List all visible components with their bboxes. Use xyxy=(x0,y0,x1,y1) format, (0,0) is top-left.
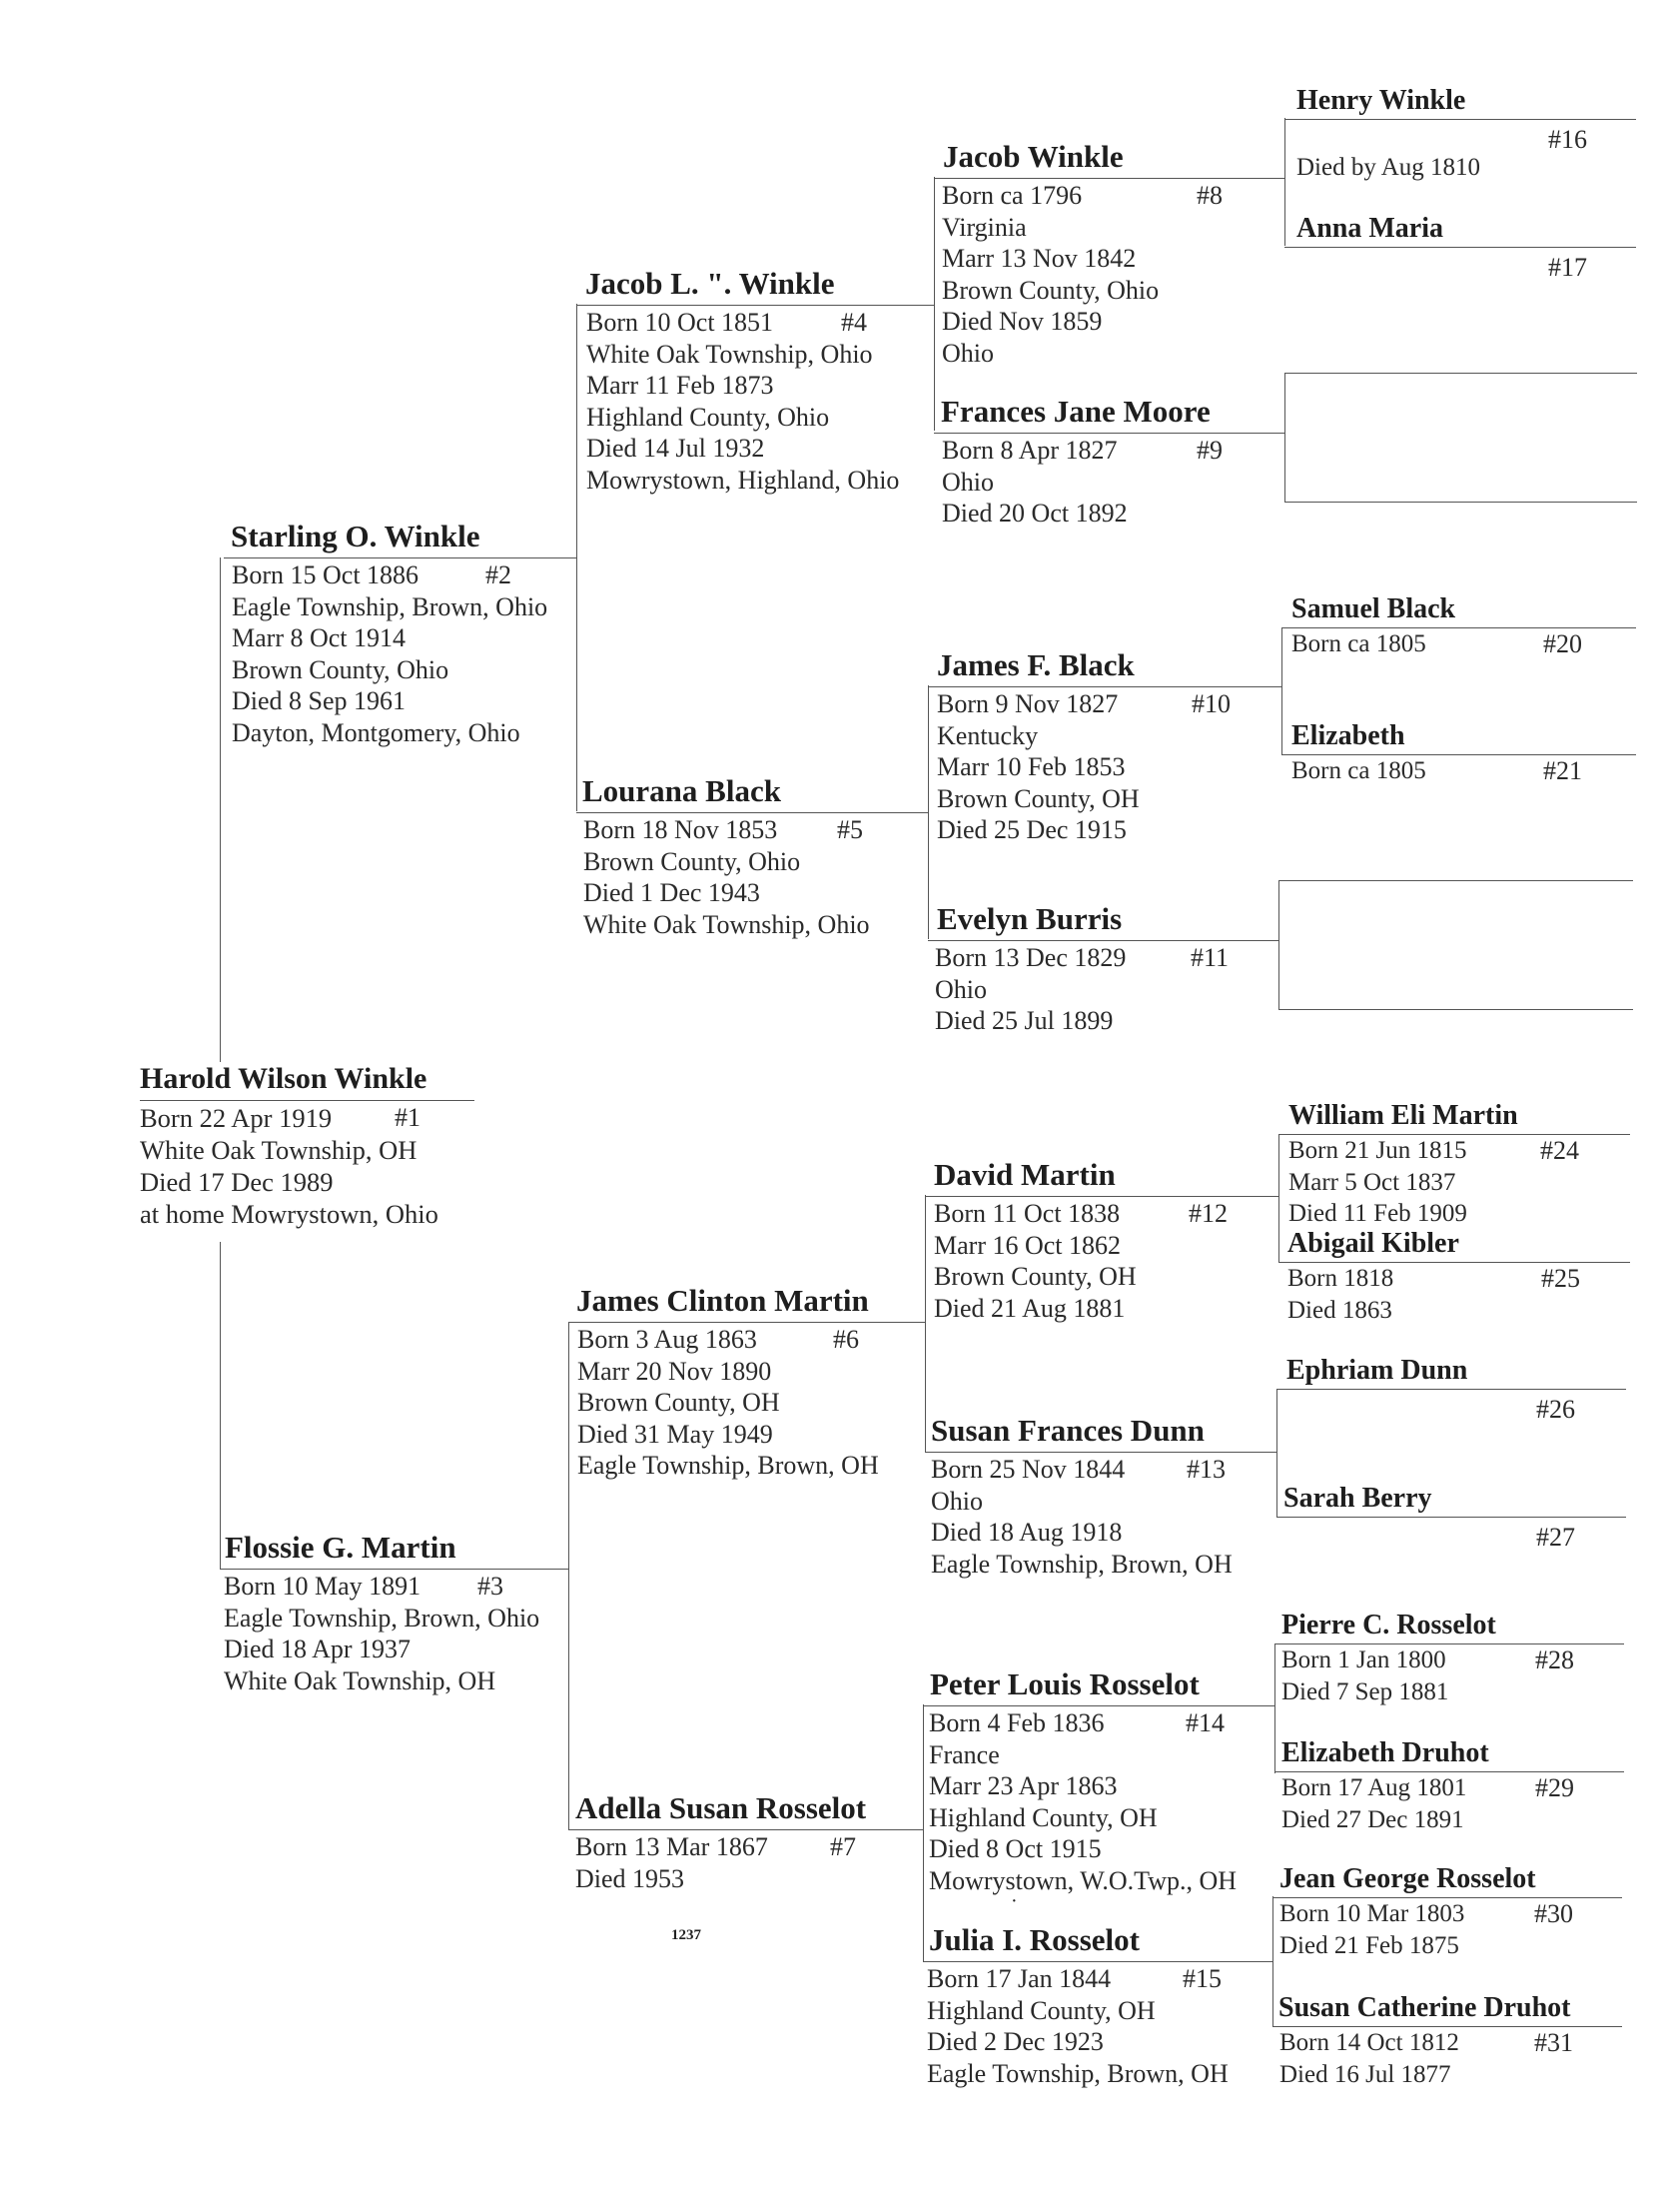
detail-line: Died 27 Dec 1891 xyxy=(1281,1805,1464,1833)
person-name: Susan Catherine Druhot xyxy=(1278,1992,1571,2023)
ahnentafel-number: #8 xyxy=(1197,181,1223,210)
detail-line: Died 21 Aug 1881 xyxy=(934,1293,1126,1323)
person-name: Elizabeth xyxy=(1291,720,1405,751)
name-rule xyxy=(934,433,1284,434)
ahnentafel-number: #17 xyxy=(1548,253,1587,282)
name-rule xyxy=(224,557,576,558)
detail-line: Born 15 Oct 1886 xyxy=(232,560,420,589)
detail-line: Marr 23 Apr 1863 xyxy=(929,1771,1118,1800)
detail-line: Born 17 Jan 1844 xyxy=(927,1964,1112,1993)
person-details xyxy=(1281,1772,1466,1835)
detail-line: Born 13 Dec 1829 xyxy=(935,943,1127,972)
ahnentafel-number: #21 xyxy=(1543,756,1582,785)
detail-line: Eagle Township, Brown, OH xyxy=(931,1549,1233,1579)
connector-line xyxy=(1278,1134,1279,1262)
connector-line xyxy=(576,304,577,811)
page-number: 1237 xyxy=(671,1927,701,1943)
person-name: William Eli Martin xyxy=(1288,1100,1518,1131)
person-name: Flossie G. Martin xyxy=(225,1530,456,1565)
person-name: James Clinton Martin xyxy=(576,1283,869,1318)
person-details xyxy=(1291,628,1426,660)
detail-line: Brown County, OH xyxy=(937,783,1140,813)
detail-line: Died 11 Feb 1909 xyxy=(1288,1200,1467,1227)
detail-line: Brown County, OH xyxy=(577,1388,780,1417)
detail-line: Kentucky xyxy=(937,720,1039,750)
detail-line: Eagle Township, Brown, Ohio xyxy=(232,591,548,621)
person-details xyxy=(1291,755,1426,787)
ahnentafel-number: #24 xyxy=(1540,1136,1579,1165)
person-details xyxy=(937,688,1140,846)
name-rule xyxy=(1276,1517,1626,1518)
person-details xyxy=(942,435,1128,530)
detail-line: Died 14 Jul 1932 xyxy=(586,434,765,463)
detail-line: Marr 16 Oct 1862 xyxy=(934,1230,1122,1260)
detail-line: Eagle Township, Brown, OH xyxy=(577,1451,879,1480)
name-rule xyxy=(140,1100,474,1101)
name-rule xyxy=(934,178,1284,179)
ahnentafel-number: #2 xyxy=(485,560,511,589)
name-rule xyxy=(928,940,1278,941)
person-name: Pierre C. Rosselot xyxy=(1281,1610,1496,1640)
detail-line: Died 1953 xyxy=(575,1863,685,1893)
detail-line: Born 10 Oct 1851 xyxy=(586,308,774,337)
detail-line: Mowrystown, Highland, Ohio xyxy=(586,465,900,495)
person-name: Adella Susan Rosselot xyxy=(575,1790,867,1825)
connector-line xyxy=(925,1195,926,1452)
person-name: Samuel Black xyxy=(1291,593,1456,624)
person-name: Jean George Rosselot xyxy=(1279,1863,1536,1894)
detail-line: Born 8 Apr 1827 xyxy=(942,436,1118,465)
person-name: Jacob Winkle xyxy=(943,139,1124,174)
detail-line: Born 1 Jan 1800 xyxy=(1281,1646,1446,1673)
connector-line xyxy=(220,557,221,1062)
name-rule xyxy=(925,1196,1278,1197)
detail-line: Died 18 Aug 1918 xyxy=(931,1518,1123,1547)
person-name: Henry Winkle xyxy=(1296,85,1466,116)
detail-line: Born 13 Mar 1867 xyxy=(575,1832,768,1861)
detail-line: Died 20 Oct 1892 xyxy=(942,499,1128,528)
ahnentafel-number: #25 xyxy=(1541,1264,1580,1293)
person-name: Susan Frances Dunn xyxy=(931,1413,1205,1448)
detail-line: White Oak Township, OH xyxy=(224,1665,496,1695)
ahnentafel-number: #3 xyxy=(477,1572,503,1601)
detail-line: Born 17 Aug 1801 xyxy=(1281,1774,1467,1801)
detail-line: Ohio xyxy=(942,338,994,368)
detail-line: Died 18 Apr 1937 xyxy=(224,1635,412,1663)
ahnentafel-number: #16 xyxy=(1548,125,1587,154)
connector-line xyxy=(1276,1389,1277,1517)
detail-line: Born 14 Oct 1812 xyxy=(1279,2029,1459,2056)
detail-line: Born 11 Oct 1838 xyxy=(934,1199,1121,1228)
detail-line: Marr 5 Oct 1837 xyxy=(1288,1168,1456,1196)
ahnentafel-number: #20 xyxy=(1543,629,1582,658)
ahnentafel-number: #12 xyxy=(1189,1199,1228,1228)
person-name: Harold Wilson Winkle xyxy=(140,1062,427,1095)
ahnentafel-number: #10 xyxy=(1192,689,1231,718)
ahnentafel-number: #1 xyxy=(395,1103,420,1132)
ahnentafel-number: #13 xyxy=(1187,1455,1226,1484)
person-name: Ephriam Dunn xyxy=(1286,1355,1468,1386)
person-name: Lourana Black xyxy=(582,773,781,808)
ahnentafel-number: #29 xyxy=(1535,1773,1574,1802)
detail-line: Marr 8 Oct 1914 xyxy=(232,623,407,652)
detail-line: Died 21 Feb 1875 xyxy=(1279,1931,1459,1959)
detail-line: Dayton, Montgomery, Ohio xyxy=(232,717,520,747)
person-name: Elizabeth Druhot xyxy=(1281,1737,1489,1768)
person-name: James F. Black xyxy=(937,647,1135,682)
detail-line: Died Nov 1859 xyxy=(942,307,1103,336)
person-details xyxy=(1281,1644,1448,1707)
empty-ancestor-box xyxy=(1278,880,1633,1010)
person-name: Anna Maria xyxy=(1296,213,1443,244)
name-rule xyxy=(923,1705,1274,1706)
connector-line xyxy=(1272,1896,1273,2026)
ahnentafel-number: #15 xyxy=(1183,1964,1222,1993)
name-rule xyxy=(568,1829,923,1830)
name-rule xyxy=(928,686,1281,687)
detail-line: Born ca 1805 xyxy=(1291,630,1426,657)
detail-line: Died 8 Oct 1915 xyxy=(929,1834,1102,1863)
detail-line: Mowrystown, W.O.Twp., OH xyxy=(929,1865,1238,1895)
person-details xyxy=(934,1198,1137,1324)
person-details xyxy=(942,180,1159,369)
detail-line: Died 17 Dec 1989 xyxy=(140,1167,334,1197)
person-name: Sarah Berry xyxy=(1283,1483,1432,1514)
detail-line: Died 7 Sep 1881 xyxy=(1281,1677,1449,1705)
person-details xyxy=(1279,2027,1459,2090)
detail-line: Born 22 Apr 1919 xyxy=(140,1103,333,1133)
detail-line: Highland County, OH xyxy=(929,1802,1158,1832)
detail-line: France xyxy=(929,1739,1000,1769)
person-name: Frances Jane Moore xyxy=(941,394,1211,429)
detail-line: Born ca 1796 xyxy=(942,181,1083,210)
connector-line xyxy=(1274,1643,1275,1773)
person-details xyxy=(1279,1898,1464,1961)
detail-line: Died 25 Jul 1899 xyxy=(935,1006,1114,1035)
detail-line: White Oak Township, Ohio xyxy=(586,339,873,369)
detail-line: Born 9 Nov 1827 xyxy=(937,689,1119,718)
person-name: Starling O. Winkle xyxy=(231,519,480,553)
detail-line: Marr 13 Nov 1842 xyxy=(942,244,1137,273)
detail-line: Ohio xyxy=(935,974,987,1004)
empty-ancestor-box xyxy=(1284,373,1637,503)
detail-line: Brown County, Ohio xyxy=(942,275,1160,305)
detail-line: Ohio xyxy=(931,1486,983,1516)
person-details xyxy=(1288,1135,1467,1230)
detail-line: Died 8 Sep 1961 xyxy=(232,686,407,715)
detail-line: Brown County, OH xyxy=(934,1262,1137,1291)
person-details xyxy=(935,942,1126,1037)
connector-line xyxy=(1284,118,1285,246)
name-rule xyxy=(1284,247,1636,248)
name-rule xyxy=(576,812,928,813)
connector-line xyxy=(220,1242,221,1569)
person-name: Evelyn Burris xyxy=(937,901,1123,936)
detail-line: Eagle Township, Brown, Ohio xyxy=(224,1603,540,1633)
person-details xyxy=(575,1831,768,1894)
person-name: Julia I. Rosselot xyxy=(929,1922,1140,1957)
ahnentafel-number: #30 xyxy=(1534,1899,1573,1928)
detail-line: White Oak Township, OH xyxy=(140,1135,418,1165)
detail-line: Marr 10 Feb 1853 xyxy=(937,752,1126,781)
ahnentafel-number: #14 xyxy=(1186,1708,1225,1737)
person-name: Jacob L. ". Winkle xyxy=(585,266,835,301)
detail-line: Born 4 Feb 1836 xyxy=(929,1708,1105,1737)
ahnentafel-number: #26 xyxy=(1536,1395,1575,1424)
detail-line: Ohio xyxy=(942,467,994,497)
detail-line: Highland County, OH xyxy=(927,1995,1156,2025)
name-rule xyxy=(576,305,934,306)
detail-line: Brown County, Ohio xyxy=(232,654,449,684)
detail-line: Born ca 1805 xyxy=(1291,757,1426,784)
detail-line: White Oak Township, Ohio xyxy=(583,909,870,939)
ahnentafel-number: #5 xyxy=(837,815,863,844)
connector-line xyxy=(1281,627,1282,755)
person-name: Peter Louis Rosselot xyxy=(930,1666,1200,1701)
detail-line: Born 10 Mar 1803 xyxy=(1279,1900,1465,1927)
detail-line: at home Mowrystown, Ohio xyxy=(140,1199,438,1229)
detail-line: Marr 20 Nov 1890 xyxy=(577,1356,772,1386)
detail-line: Brown County, Ohio xyxy=(583,846,801,876)
ahnentafel-number: #31 xyxy=(1534,2028,1573,2057)
person-name: David Martin xyxy=(934,1157,1116,1192)
detail-line: Died 2 Dec 1923 xyxy=(927,2027,1104,2056)
name-rule xyxy=(925,1452,1276,1453)
stray-mark: · xyxy=(1011,1890,1018,1912)
detail-line: Marr 11 Feb 1873 xyxy=(586,371,774,400)
detail-line: Died 1863 xyxy=(1287,1296,1392,1324)
name-rule xyxy=(568,1322,925,1323)
name-rule xyxy=(220,1569,568,1570)
detail-line: Highland County, Ohio xyxy=(586,402,830,432)
ahnentafel-number: #4 xyxy=(841,308,867,337)
name-rule xyxy=(1276,1389,1626,1390)
name-rule xyxy=(923,1961,1272,1962)
ahnentafel-number: #28 xyxy=(1535,1645,1574,1674)
detail-line: Eagle Township, Brown, OH xyxy=(927,2058,1229,2088)
detail-line: Died 16 Jul 1877 xyxy=(1279,2060,1451,2088)
ahnentafel-number: #6 xyxy=(833,1325,859,1354)
detail-line: Born 1818 xyxy=(1287,1265,1394,1292)
connector-line xyxy=(934,177,935,431)
connector-line xyxy=(923,1704,924,1961)
detail-line: Born 25 Nov 1844 xyxy=(931,1455,1126,1484)
detail-line: Born 21 Jun 1815 xyxy=(1288,1137,1467,1164)
detail-line: Died 25 Dec 1915 xyxy=(937,815,1127,844)
detail-line: Born 18 Nov 1853 xyxy=(583,815,778,844)
person-name: Abigail Kibler xyxy=(1287,1228,1459,1259)
ahnentafel-number: #9 xyxy=(1197,436,1223,465)
detail-line: Born 3 Aug 1863 xyxy=(577,1325,757,1354)
connector-line xyxy=(568,1322,569,1829)
detail-line: Born 10 May 1891 xyxy=(224,1572,421,1601)
detail-line xyxy=(1296,120,1480,152)
detail-line: Died 1 Dec 1943 xyxy=(583,878,760,907)
ahnentafel-number: #11 xyxy=(1191,943,1230,972)
person-details xyxy=(1296,120,1480,183)
ahnentafel-number: #7 xyxy=(830,1832,856,1861)
detail-line: Died 31 May 1949 xyxy=(577,1419,773,1449)
detail-line: Virginia xyxy=(942,212,1027,242)
person-details xyxy=(583,814,870,940)
person-details xyxy=(1287,1263,1393,1326)
detail-line: Died by Aug 1810 xyxy=(1296,153,1481,181)
connector-line xyxy=(928,685,929,939)
ahnentafel-number: #27 xyxy=(1536,1523,1575,1552)
